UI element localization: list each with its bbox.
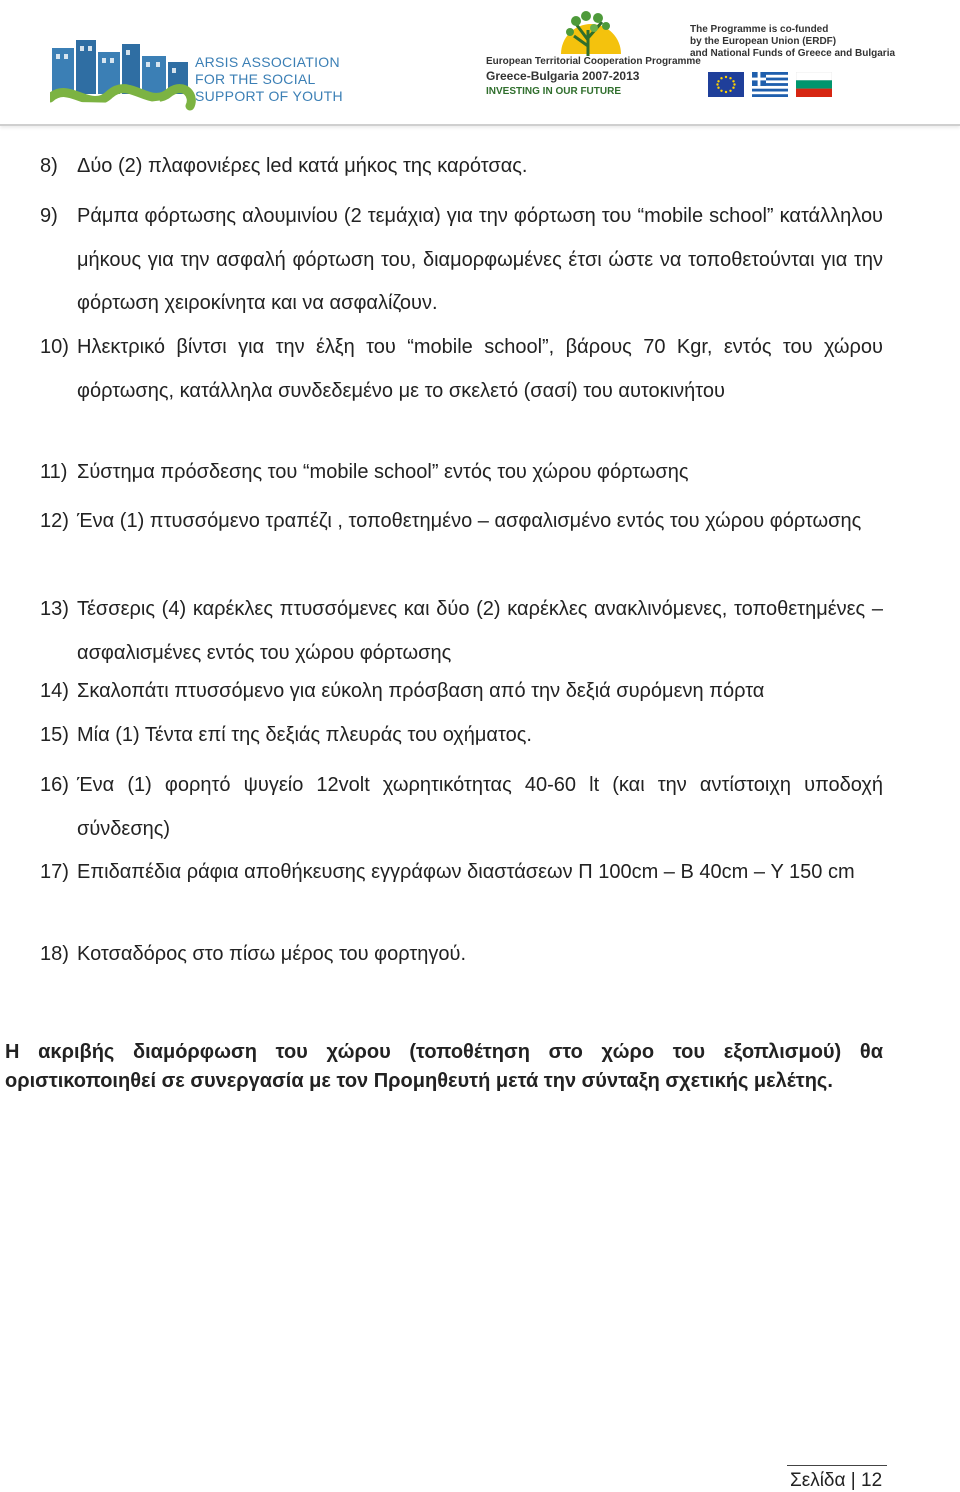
item-text: Σκαλοπάτι πτυσσόμενο για εύκολη πρόσβαση από την δεξιά συρόμενη πόρτα xyxy=(77,680,765,702)
greece-flag-icon xyxy=(752,72,788,97)
item-text: Τέσσερις (4) καρέκλες πτυσσόμενες και δύο (2) καρέκλες ανακλινόμενες, τοποθετημένες – ασφαλισμένες εντός του χώρου φόρτωσης xyxy=(77,598,883,664)
item-text: Ένα (1) πτυσσόμενο τραπέζι , τοποθετημένο – ασφαλισμένο εντός του χώρου φόρτωσης xyxy=(77,510,862,532)
item-text: Κοτσαδόρος στο πίσω μέρος του φορτηγού. xyxy=(77,943,467,965)
item-number: 10) xyxy=(40,336,69,358)
etcp-logo-text xyxy=(486,56,701,97)
arsis-line-1: ARSIS ASSOCIATION xyxy=(195,54,340,70)
item-text: Επιδαπέδια ράφια αποθήκευσης εγγράφων διαστάσεων Π 100cm – Β 40cm – Υ 150 cm xyxy=(77,861,855,883)
etcp-line-1: European Territorial Cooperation Programme xyxy=(486,56,701,67)
cofund-line-2: by the European Union (ERDF) xyxy=(690,36,837,47)
page-footer xyxy=(790,1470,882,1492)
item-number: 8) xyxy=(40,155,58,177)
bulgaria-flag-icon xyxy=(796,72,832,97)
cofund-line-1: The Programme is co-funded xyxy=(690,24,829,35)
item-number: 14) xyxy=(40,680,69,702)
page-header xyxy=(0,0,960,126)
page-label: Σελίδα xyxy=(790,1470,846,1491)
eu-flag-icon xyxy=(708,72,744,97)
item-text: Ένα (1) φορητό ψυγείο 12volt χωρητικότητας 40-60 lt (και την αντίστοιχη υποδοχή σύνδεσης) xyxy=(77,774,883,840)
item-text: Ράμπα φόρτωσης αλουμινίου (2 τεμάχια) για την φόρτωση του “mobile school” κατάλληλου μήκους για την ασφαλή φόρτωση του, διαμορφωμένες έτσι ώστε να τοποθετούνται για την φόρτωση χειροκίνητα και να ασφαλίζουν. xyxy=(77,205,883,314)
page-separator: | xyxy=(850,1470,856,1491)
arsis-line-2: FOR THE SOCIAL xyxy=(195,71,316,87)
item-number: 15) xyxy=(40,724,69,746)
item-number: 16) xyxy=(40,774,69,796)
item-number: 13) xyxy=(40,598,69,620)
cofunding-text xyxy=(690,24,896,60)
page-number: 12 xyxy=(861,1470,883,1491)
etcp-line-3: INVESTING IN OUR FUTURE xyxy=(486,86,622,97)
item-text: Δύο (2) πλαφονιέρες led κατά μήκος της καρότσας. xyxy=(77,155,528,177)
item-text: Ηλεκτρικό βίντσι για την έλξη του “mobile school”, βάρους 70 Kgr, εντός του χώρου φόρτωσης, κατάλληλα συνδεδεμένο με το σκελετό (σασί) του αυτοκινήτου xyxy=(77,336,883,402)
footer-divider xyxy=(787,1465,887,1466)
item-text: Μία (1) Τέντα επί της δεξιάς πλευράς του οχήματος. xyxy=(77,724,532,746)
arsis-line-3: SUPPORT OF YOUTH xyxy=(195,88,343,104)
item-text: Σύστημα πρόσδεσης του “mobile school” εντός του χώρου φόρτωσης xyxy=(77,461,689,483)
item-number: 18) xyxy=(40,943,69,965)
arsis-logo-text xyxy=(195,54,343,105)
configuration-note: Η ακριβής διαμόρφωση του χώρου (τοποθέτηση στο χώρο του εξοπλισμού) θα οριστικοποιηθεί σε συνεργασία με τον Προμηθευτή μετά την σύνταξη σχετικής μελέτης. xyxy=(5,1041,883,1092)
item-number: 9) xyxy=(40,205,58,227)
item-number: 17) xyxy=(40,861,69,883)
item-number: 12) xyxy=(40,510,69,532)
etcp-line-2: Greece-Bulgaria 2007-2013 xyxy=(486,69,640,83)
item-number: 11) xyxy=(40,461,68,483)
cofund-line-3: and National Funds of Greece and Bulgaria xyxy=(690,48,896,59)
